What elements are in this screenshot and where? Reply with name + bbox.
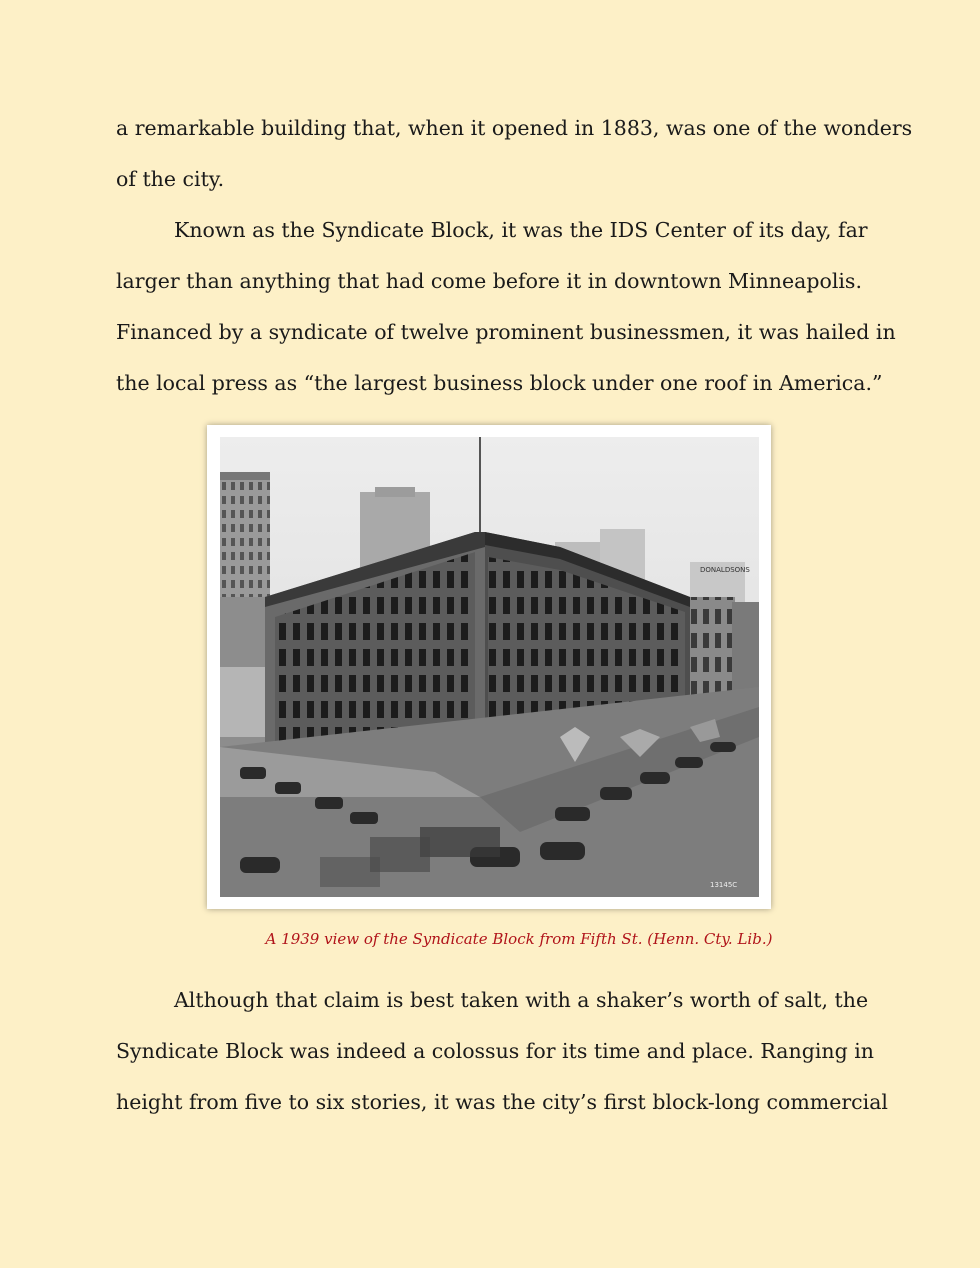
store-sign: DONALDSONS [700, 566, 750, 574]
paragraph-3 [116, 975, 888, 1128]
paragraph-2 [116, 205, 896, 409]
photo-caption: A 1939 view of the Syndicate Block from Fifth St. (Henn. Cty. Lib.) [265, 930, 773, 948]
paragraph-1 [116, 103, 913, 205]
photo-frame [207, 425, 771, 909]
text-line: height from five to six stories, it was the city’s first block-long commercial [116, 1090, 888, 1114]
text-line: a remarkable building that, when it opened in 1883, was one of the wonders [116, 116, 913, 140]
text-line: the local press as “the largest business block under one roof in America.” [116, 371, 883, 395]
syndicate-block-photo [220, 437, 759, 897]
text-line: larger than anything that had come before it in downtown Minneapolis. [116, 269, 862, 293]
text-line: of the city. [116, 167, 225, 191]
text-line: Known as the Syndicate Block, it was the IDS Center of its day, far [174, 218, 868, 242]
text-line: Although that claim is best taken with a shaker’s worth of salt, the [174, 988, 869, 1012]
text-line: Financed by a syndicate of twelve prominent businessmen, it was hailed in [116, 320, 896, 344]
negative-number: 13145C [710, 881, 738, 889]
text-line: Syndicate Block was indeed a colossus for its time and place. Ranging in [116, 1039, 874, 1063]
